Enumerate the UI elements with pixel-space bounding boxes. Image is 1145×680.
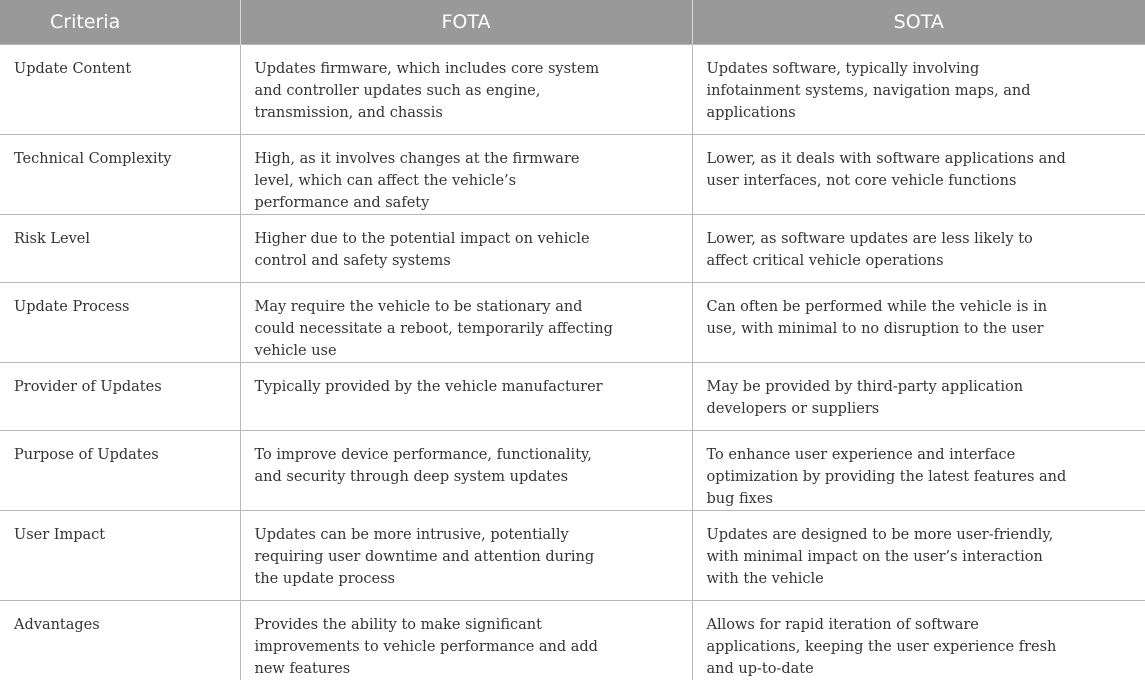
sota-text: To enhance user experience and interface optimization by providing the latest features and bug fixes (707, 444, 1067, 510)
fota-cell (240, 215, 692, 283)
fota-text: Updates can be more intrusive, potentially requiring user downtime and attention during the update process (255, 524, 615, 590)
fota-text: Typically provided by the vehicle manufacturer (255, 376, 615, 398)
fota-cell (240, 135, 692, 215)
sota-cell (692, 283, 1145, 363)
fota-text: Updates firmware, which includes core system and controller updates such as engine, transmission, and chassis (255, 58, 615, 124)
sota-cell (692, 215, 1145, 283)
sota-text: Lower, as software updates are less likely to affect critical vehicle operations (707, 228, 1067, 272)
header-row (0, 0, 1145, 45)
sota-text: Can often be performed while the vehicle is in use, with minimal to no disruption to the user (707, 296, 1067, 340)
sota-cell (692, 601, 1145, 680)
criteria-cell: Update Process (0, 283, 240, 363)
table-row (0, 431, 1145, 511)
table-row (0, 601, 1145, 680)
sota-cell (692, 45, 1145, 135)
fota-cell (240, 283, 692, 363)
table-body (0, 45, 1145, 680)
sota-text: Updates software, typically involving infotainment systems, navigation maps, and applications (707, 58, 1067, 124)
fota-text: Provides the ability to make significant improvements to vehicle performance and add new features (255, 614, 615, 680)
criteria-cell: Purpose of Updates (0, 431, 240, 511)
sota-cell (692, 431, 1145, 511)
table-row (0, 283, 1145, 363)
criteria-cell: Provider of Updates (0, 363, 240, 431)
criteria-cell: Update Content (0, 45, 240, 135)
fota-text: To improve device performance, functionality, and security through deep system updates (255, 444, 615, 488)
fota-cell (240, 363, 692, 431)
fota-cell (240, 511, 692, 601)
criteria-cell: Advantages (0, 601, 240, 680)
fota-cell (240, 45, 692, 135)
criteria-cell: Technical Complexity (0, 135, 240, 215)
fota-text: High, as it involves changes at the firmware level, which can affect the vehicle’s performance and safety (255, 148, 615, 214)
sota-text: Updates are designed to be more user-friendly, with minimal impact on the user’s interaction with the vehicle (707, 524, 1067, 590)
table-row (0, 363, 1145, 431)
fota-cell (240, 431, 692, 511)
criteria-cell: Risk Level (0, 215, 240, 283)
header-fota: FOTA (240, 0, 692, 45)
table-header (0, 0, 1145, 45)
sota-text: Allows for rapid iteration of software applications, keeping the user experience fresh and up-to-date (707, 614, 1067, 680)
header-criteria: Criteria (0, 0, 240, 45)
sota-text: Lower, as it deals with software applications and user interfaces, not core vehicle functions (707, 148, 1067, 192)
table-row (0, 45, 1145, 135)
table-row (0, 215, 1145, 283)
sota-cell (692, 363, 1145, 431)
table-row (0, 511, 1145, 601)
fota-text: May require the vehicle to be stationary and could necessitate a reboot, temporarily affecting vehicle use (255, 296, 615, 362)
sota-cell (692, 135, 1145, 215)
table-row (0, 135, 1145, 215)
sota-text: May be provided by third-party application developers or suppliers (707, 376, 1067, 420)
sota-cell (692, 511, 1145, 601)
fota-text: Higher due to the potential impact on vehicle control and safety systems (255, 228, 615, 272)
header-sota: SOTA (692, 0, 1145, 45)
criteria-cell: User Impact (0, 511, 240, 601)
fota-cell (240, 601, 692, 680)
